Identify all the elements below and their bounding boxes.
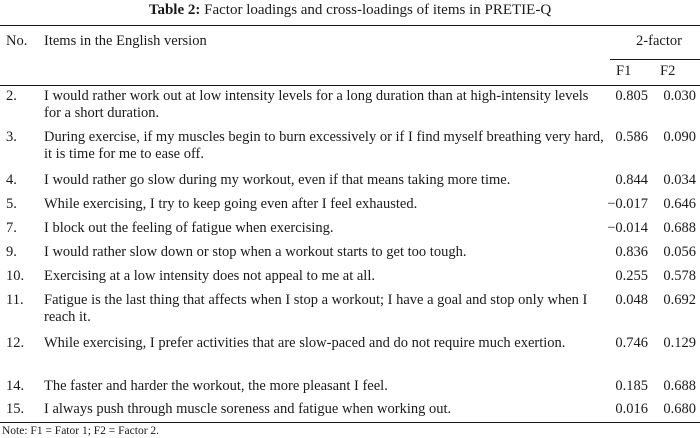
row-number: 10. (6, 268, 25, 284)
top-rule (0, 25, 700, 26)
header-2-factor: 2-factor (636, 33, 682, 49)
row-f1: 0.586 (615, 129, 648, 145)
row-f1: 0.185 (615, 378, 648, 394)
row-f2: 0.688 (663, 378, 696, 394)
row-f2: 0.056 (663, 244, 696, 260)
row-f1: 0.255 (615, 268, 648, 284)
table-caption (0, 0, 700, 20)
row-item: While exercising, I try to keep going even after I feel exhausted. (44, 196, 418, 212)
row-f2: 0.680 (663, 401, 696, 417)
row-item: Exercising at a low intensity does not appeal to me at all. (44, 268, 375, 284)
bottom-rule (0, 422, 700, 423)
caption-label: Table 2: (148, 2, 201, 18)
table-note: Note: F1 = Fator 1; F2 = Factor 2. (2, 425, 160, 437)
row-f1: 0.844 (615, 172, 648, 188)
row-number: 15. (6, 401, 25, 417)
row-number: 14. (6, 378, 25, 394)
row-f2: 0.578 (663, 268, 696, 284)
row-number: 5. (6, 196, 17, 212)
row-f2: 0.090 (663, 129, 696, 145)
row-number: 9. (6, 244, 17, 260)
row-f1: 0.836 (615, 244, 648, 260)
row-number: 4. (6, 172, 17, 188)
row-item: The faster and harder the workout, the more pleasant I feel. (44, 378, 388, 394)
row-f1: 0.746 (615, 335, 648, 351)
row-f1: −0.014 (607, 220, 648, 236)
row-item: During exercise, if my muscles begin to burn excessively or if I find myself breathing very hard, it is time for me to ease off. (44, 129, 604, 162)
row-f1: 0.805 (615, 88, 648, 104)
caption-text: Factor loadings and cross-loadings of items in PRETIE-Q (204, 2, 552, 18)
header-rule (0, 85, 700, 86)
row-item: I would rather slow down or stop when a workout starts to get too tough. (44, 244, 467, 260)
header-no: No. (6, 33, 28, 49)
row-item: I would rather work out at low intensity levels for a long duration than at high-intensity levels for a short duration. (44, 88, 589, 121)
row-f1: 0.048 (615, 292, 648, 308)
row-number: 12. (6, 335, 25, 351)
row-item: I block out the feeling of fatigue when exercising. (44, 220, 334, 236)
header-items: Items in the English version (44, 33, 207, 49)
header-f2: F2 (660, 63, 676, 79)
two-factor-rule (610, 59, 700, 60)
header-f1: F1 (616, 63, 632, 79)
row-f2: 0.646 (663, 196, 696, 212)
row-f1: 0.016 (615, 401, 648, 417)
row-item: I always push through muscle soreness and fatigue when working out. (44, 401, 452, 417)
row-item: While exercising, I prefer activities that are slow-paced and do not require much exertion. (44, 335, 566, 351)
row-number: 3. (6, 129, 17, 145)
row-f2: 0.688 (663, 220, 696, 236)
row-f2: 0.034 (663, 172, 696, 188)
row-item: I would rather go slow during my workout, even if that means taking more time. (44, 172, 511, 188)
row-number: 7. (6, 220, 17, 236)
row-number: 2. (6, 88, 17, 104)
row-f2: 0.129 (663, 335, 696, 351)
row-number: 11. (6, 292, 24, 308)
row-f2: 0.692 (663, 292, 696, 308)
row-item: Fatigue is the last thing that affects when I stop a workout; I have a goal and stop only when I reach it. (44, 292, 588, 325)
row-f2: 0.030 (663, 88, 696, 104)
row-f1: −0.017 (607, 196, 648, 212)
